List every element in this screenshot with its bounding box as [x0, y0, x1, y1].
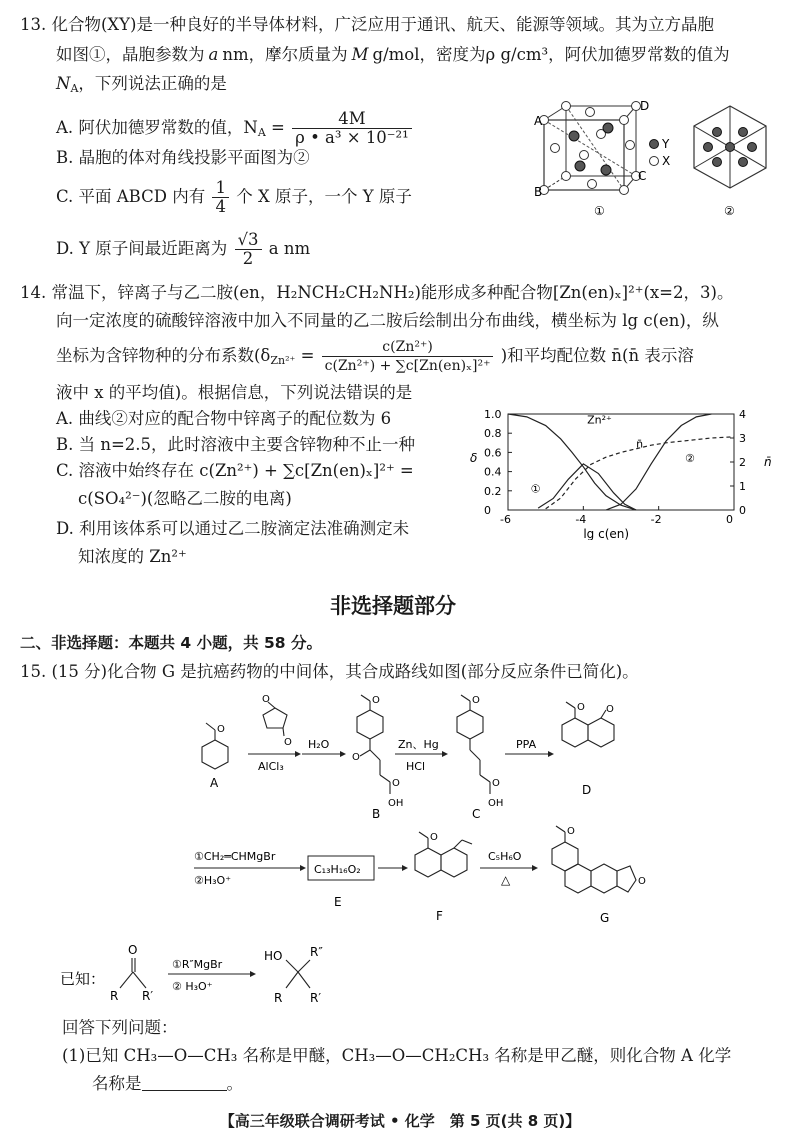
svg-text:O: O — [430, 832, 438, 843]
svg-text:O: O — [472, 695, 480, 706]
svg-text:O: O — [352, 752, 360, 763]
q14-stem-line3: 坐标为含锌物种的分布系数($\delta_{Zn^{2+}}$ = $\frac{\text{c(Zn²⁺)}}{\text{c(Zn²⁺) + ∑c[Zn(en)ₓ]²⁺}}$ )和平均配位数 n̄(n̄ 表示溶 — [56, 339, 694, 374]
q13-option-c: C. 平面 ABCD 内有 $\frac{1}{4}$ 个 X 原子，一个 Y 原子 — [56, 178, 412, 216]
chart-x-tick-label: -4 — [575, 513, 587, 526]
svg-text:△: △ — [501, 873, 511, 887]
svg-text:B: B — [534, 185, 543, 199]
chart-annotation: ① — [530, 482, 541, 496]
svg-text:O: O — [577, 702, 585, 713]
chart-y2-tick-label: 0 — [739, 504, 746, 517]
compound-A-label: A — [210, 776, 219, 790]
compound-F-label: F — [436, 909, 443, 923]
q14-option-b: B. 当 n=2.5，此时溶液中主要含锌物种不止一种 — [56, 435, 416, 454]
figure-2-label: ② — [724, 204, 735, 218]
svg-text:R″: R″ — [310, 945, 323, 959]
svg-text:已知：: 已知： — [60, 970, 106, 988]
diagonal-projection-figure — [686, 102, 786, 222]
chart-x-tick-label: -6 — [500, 513, 511, 526]
svg-text:O: O — [606, 704, 614, 715]
svg-text:①R″MgBr: ①R″MgBr — [172, 958, 223, 971]
svg-text:①CH₂═CHMgBr: ①CH₂═CHMgBr — [194, 850, 276, 863]
q14-stem-line2: 向一定浓度的硫酸锌溶液中加入不同量的乙二胺后绘制出分布曲线，横坐标为 lg c(en)，纵 — [56, 311, 719, 330]
chart-y2-tick-label: 1 — [739, 480, 746, 493]
chart-y-tick-label: 1.0 — [484, 408, 502, 421]
chart-x-tick-label: 0 — [726, 513, 733, 526]
q13-option-b: B. 晶胞的体对角线投影平面图为② — [56, 148, 310, 167]
svg-text:PPA: PPA — [516, 738, 537, 751]
q13-option-a: A. 阿伏加德罗常数的值，$N_A$ = $\frac{4M}{\text{ρ • a³ × 10⁻²¹}}$ — [56, 108, 414, 148]
q14-stem-line4: 液中 x 的平均值)。根据信息，下列说法错误的是 — [56, 383, 413, 402]
svg-text:R′: R′ — [142, 989, 154, 1003]
q14-option-d2: 知浓度的 Zn²⁺ — [78, 547, 187, 566]
svg-text:R′: R′ — [310, 991, 322, 1005]
svg-text:OH: OH — [388, 798, 404, 809]
svg-text:O: O — [262, 694, 270, 705]
chart-y-tick-label: 0.8 — [484, 427, 502, 441]
q14-option-c2: c(SO₄²⁻)(忽略乙二胺的电离) — [78, 489, 292, 508]
svg-text:O: O — [638, 876, 646, 887]
svg-text:Zn、Hg: Zn、Hg — [398, 738, 439, 751]
svg-text:O: O — [567, 826, 575, 837]
q15-sub1-line1: (1)已知 CH₃—O—CH₃ 名称是甲醚，CH₃—O—CH₂CH₃ 名称是甲乙醚，则化合物 A 化学 — [62, 1046, 732, 1065]
chart-x-axis-label: lg c(en) — [583, 527, 630, 540]
chart-plot-frame — [508, 414, 734, 510]
q14-option-d1: D. 利用该体系可以通过乙二胺滴定法准确测定未 — [56, 519, 410, 538]
known-reaction — [60, 938, 360, 1010]
compound-E-label: E — [334, 895, 342, 909]
section-title: 非选择题部分 — [330, 594, 456, 618]
crystal-cell-figure — [528, 98, 688, 223]
chart-y2-tick-label: 4 — [739, 408, 746, 421]
svg-text:HCl: HCl — [406, 760, 426, 773]
chart-y-tick-label: 0.6 — [484, 446, 502, 460]
svg-text:O: O — [284, 737, 292, 748]
svg-text:HO: HO — [264, 949, 283, 963]
svg-text:A: A — [534, 114, 543, 128]
compound-B-label: B — [372, 807, 381, 821]
chart-annotation: Zn²⁺ — [587, 413, 612, 427]
svg-text:AlCl₃: AlCl₃ — [258, 760, 284, 773]
compound-D-label: D — [582, 783, 592, 797]
q14-stem-line1: 14. 常温下，锌离子与乙二胺(en，H₂NCH₂CH₂NH₂)能形成多种配合物[Zn(en)ₓ]²⁺(x=2，3)。 — [20, 283, 734, 302]
page-footer: 【高三年级联合调研考试 • 化学 第 5 页(共 8 页)】 — [219, 1112, 581, 1130]
chart-annotation: ② — [685, 452, 695, 465]
synthesis-route-row1 — [180, 690, 780, 825]
svg-text:X: X — [662, 154, 671, 168]
svg-text:② H₃O⁺: ② H₃O⁺ — [172, 980, 213, 993]
answer-blank[interactable] — [142, 1074, 227, 1091]
chart-annotation: n̄ — [636, 437, 644, 451]
svg-text:O: O — [128, 943, 138, 957]
svg-text:C₅H₆O: C₅H₆O — [488, 850, 522, 863]
chart-series-line — [606, 414, 711, 510]
q14-option-a: A. 曲线②对应的配合物中锌离子的配位数为 6 — [56, 409, 392, 428]
svg-text:O: O — [217, 724, 225, 735]
compound-C-label: C — [472, 807, 481, 821]
chart-y-tick-label: 0.2 — [484, 484, 502, 498]
q15-stem: 15. (15 分)化合物 G 是抗癌药物的中间体，其合成路线如图(部分反应条件已简化)。 — [20, 662, 639, 681]
synthesis-route-row2 — [190, 820, 750, 930]
compound-G-label: G — [600, 911, 610, 925]
svg-text:②H₃O⁺: ②H₃O⁺ — [194, 874, 232, 887]
chart-y2-axis-label: n̄ — [764, 455, 772, 469]
q13-stem-line2: 如图①，晶胞参数为 a nm，摩尔质量为 M g/mol，密度为ρ g/cm³，阿伏加德罗常数的值为 — [56, 45, 730, 64]
svg-text:H₂O: H₂O — [308, 738, 330, 751]
svg-text:O: O — [392, 778, 400, 789]
chart-y2-tick-label: 2 — [739, 456, 746, 469]
svg-text:OH: OH — [488, 798, 504, 809]
section-heading: 二、非选择题：本题共 4 小题，共 58 分。 — [20, 634, 322, 652]
q13-option-d: D. Y 原子间最近距离为 $\frac{√3}{2}$ a nm — [56, 230, 311, 268]
q13-stem-line3: $N_A$，下列说法正确的是 — [56, 74, 227, 95]
compound-E-formula: C₁₃H₁₆O₂ — [314, 863, 361, 876]
chart-y2-tick-label: 3 — [739, 432, 746, 445]
chart-y-tick-label: 0.4 — [484, 465, 502, 479]
answer-intro: 回答下列问题： — [62, 1018, 178, 1037]
svg-text:R: R — [110, 989, 119, 1003]
chart-x-tick-label: -2 — [650, 513, 662, 526]
svg-text:D: D — [640, 99, 650, 113]
svg-text:O: O — [372, 695, 380, 706]
q14-option-c1: C. 溶液中始终存在 c(Zn²⁺) + ∑c[Zn(en)ₓ]²⁺ = — [56, 461, 414, 480]
q13-stem-line1: 13. 化合物(XY)是一种良好的半导体材料，广泛应用于通讯、航天、能源等领域。其为立方晶胞 — [20, 15, 714, 34]
q15-sub1-line2: 名称是 。 — [92, 1074, 243, 1093]
svg-text:C: C — [638, 169, 647, 183]
chart-y-tick-label: 0 — [484, 504, 491, 517]
figure-1-label: ① — [594, 204, 605, 218]
svg-text:Y: Y — [662, 137, 670, 151]
distribution-chart — [468, 400, 792, 540]
chart-y-axis-label: δ — [470, 451, 478, 465]
svg-text:R: R — [274, 991, 283, 1005]
svg-text:O: O — [492, 778, 500, 789]
